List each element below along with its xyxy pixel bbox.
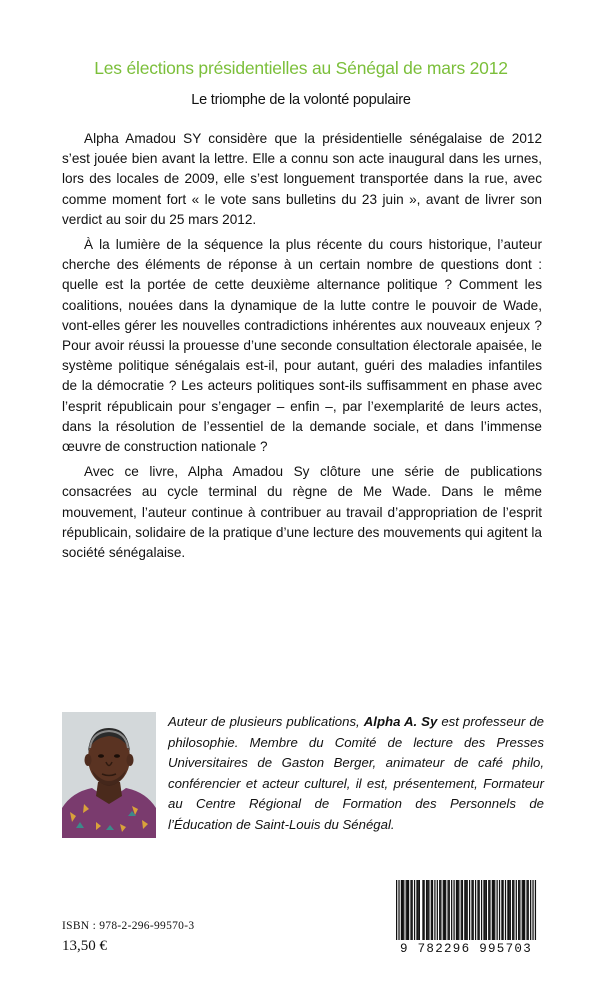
barcode-bar [499, 880, 500, 946]
barcode-bar [485, 880, 486, 946]
barcode-bar [412, 880, 413, 946]
barcode-bar [449, 880, 450, 946]
barcode-bar [518, 880, 519, 946]
barcode-bar [431, 880, 432, 946]
barcode-bar [444, 880, 445, 946]
barcode-bar [408, 880, 409, 946]
barcode-bar [456, 880, 457, 946]
barcode-bar [503, 880, 504, 946]
summary-paragraph: Alpha Amadou SY considère que la présidentielle sénégalaise de 2012 s’est jouée bien avant la lettre. Elle a connu son acte inaugural dans les urnes, lors des locales de 2009, elle s’est longuement transportée dans la rue, avec comme moment fort « le vote sans bulletins du 23 juin », avant de livrer son verdict au soir du 25 mars 2012. [62, 131, 542, 227]
barcode-bar [428, 880, 429, 946]
barcode-bar [471, 880, 472, 946]
barcode-bar [432, 880, 433, 946]
author-bio [168, 712, 544, 836]
barcode-bar [462, 880, 463, 946]
barcode-bar [458, 880, 459, 946]
author-name: Alpha A. Sy [363, 714, 438, 729]
barcode-digits: 9 782296 995703 [388, 940, 544, 958]
barcode-bar [422, 880, 423, 946]
barcode-bar [406, 880, 407, 946]
barcode-bar [426, 880, 427, 946]
author-photo [62, 712, 156, 838]
book-subtitle: Le triomphe de la volonté populaire [191, 92, 411, 108]
barcode-bar [457, 880, 458, 946]
barcode-bar [489, 880, 490, 946]
barcode-bar [519, 880, 520, 946]
barcode-bar [473, 880, 474, 946]
barcode-bar [453, 880, 454, 946]
barcode-bar [497, 880, 498, 946]
barcode-bar [439, 880, 440, 946]
barcode-bar [483, 880, 484, 946]
barcode-bar [401, 880, 402, 946]
barcode-bar [532, 880, 533, 946]
barcode-bar [510, 880, 511, 946]
barcode-bar [523, 880, 524, 946]
barcode-bar [437, 880, 438, 946]
summary-paragraph: Avec ce livre, Alpha Amadou Sy clôture une série de publications consacrées au cycle terminal du règne de Me Wade. Dans le même mouvement, l’auteur continue à contribuer au travail d’appropriation de l’esprit républicain, solidaire de la pratique d’une lecture des mouvements qui agitent la société sénégalaise. [62, 464, 542, 561]
barcode-bar [461, 880, 462, 946]
barcode-bar [398, 880, 399, 946]
barcode-bar [445, 880, 446, 946]
author-portrait-icon [62, 712, 156, 838]
barcode-bar [507, 880, 508, 946]
barcode-bar [526, 880, 527, 946]
barcode-bar [530, 880, 531, 946]
author-bio-details: est professeur de philosophie. Membre du Comité de lecture des Presses Universitaires de Gaston Berger, animateur de café philo, conférencier et acteur culturel, il est, présentement, Formateur au Centre Régional de Formation des Personnels de l’Éducation de Saint-Louis du Sénégal. [168, 714, 544, 832]
barcode-bar [488, 880, 489, 946]
barcode-bar [486, 880, 487, 946]
barcode-bar [477, 880, 478, 946]
barcode-bar [416, 880, 417, 946]
barcode-bar [505, 880, 506, 946]
barcode-bar [410, 880, 411, 946]
barcode-bar [407, 880, 408, 946]
barcode-bar [513, 880, 514, 946]
barcode-bar [493, 880, 494, 946]
price: 13,50 € [62, 938, 107, 954]
barcode-bar [516, 880, 517, 946]
barcode-bar [522, 880, 523, 946]
barcode-bar [427, 880, 428, 946]
barcode-bar [508, 880, 509, 946]
summary-paragraph: À la lumière de la séquence la plus récente du cours historique, l’auteur cherche des éléments de réponse à un certain nombre de questions dont : quelle est la portée de cette deuxième alternance politique ? Comment les coalitions, nouées dans la dynamique de la lutte contre le pouvoir de Wade, vont-elles gérer les nouvelles contradictions inhérentes aux nouveaux enjeux ? Pour avoir réussi la prouesse d’une seconde consultation électorale apaisée, le système politique sénégalais est-il, pour autant, guéri des maladies infantiles de la démocratie ? Les acteurs politiques sont-ils suffisamment en phase avec l’esprit républicain pour s’engager – enfin –, par l’exemplarité de leurs actes, dans la résolution de l’essentiel de la demande sociale, et dans l’immense œuvre de construction nationale ? [62, 237, 542, 455]
barcode-bar [465, 880, 466, 946]
barcode-bar [403, 880, 404, 946]
barcode-bar [443, 880, 444, 946]
barcode-bar [475, 880, 476, 946]
barcode-bar [424, 880, 425, 946]
barcode-bar [396, 880, 397, 946]
barcode-bar [419, 880, 420, 946]
barcode-bar [467, 880, 468, 946]
barcode [388, 880, 544, 958]
barcode-bar [418, 880, 419, 946]
barcode-bar [481, 880, 482, 946]
barcode-bar [494, 880, 495, 946]
barcode-bar [414, 880, 415, 946]
barcode-bar [447, 880, 448, 946]
barcode-bar [434, 880, 435, 946]
summary-text [62, 129, 542, 568]
barcode-bar [512, 880, 513, 946]
barcode-bar [464, 880, 465, 946]
author-bio-intro: Auteur de plusieurs publications, [168, 714, 364, 729]
barcode-bar [402, 880, 403, 946]
barcode-bar [451, 880, 452, 946]
isbn: ISBN : 978-2-296-99570-3 [62, 920, 195, 932]
barcode-bar [528, 880, 529, 946]
barcode-bar [492, 880, 493, 946]
barcode-bar [440, 880, 441, 946]
barcode-bar [501, 880, 502, 946]
barcode-bar [479, 880, 480, 946]
book-title: Les élections présidentielles au Sénégal de mars 2012 [94, 58, 508, 78]
barcode-bar [524, 880, 525, 946]
barcode-bar [535, 880, 536, 946]
barcode-bar [469, 880, 470, 946]
